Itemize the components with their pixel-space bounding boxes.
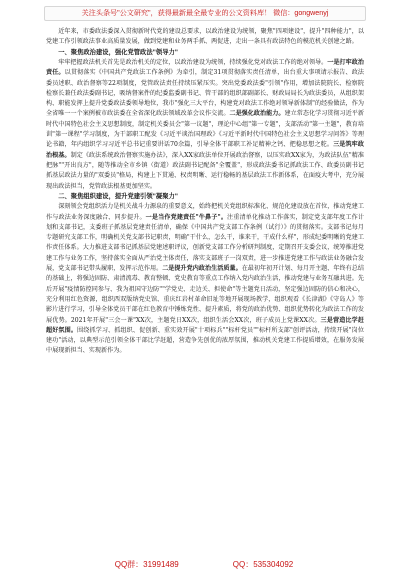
section-1-point-1-lead: 一是打牢政治责任。	[46, 59, 364, 77]
footer-contacts	[0, 558, 408, 572]
section-2-point-2-text: 在最初年初开计划、每月开主题、年终有总结的基础上，将强边固防、肃清流毒、教育整顿、党史教育等重点工作纳入党内政治生活，推动党建与业务互融共进。先后开展"疫情防控同参与、我为祖国守边防""学党史、走边关、担使命"等主题党日活动，坚定强边固防的信心和决心，充分利用红色资源，组织西双版纳党史馆、重庆红岩村革命旧址等地开展现场教学，组织观看《长津湖》《守岛人》等影片进行学习，引导全体党员干部在红色教育中锤炼党性、提升素质，将党的政治优势、组织优势转化为政法工作的发展优势。2021年开展"三会一课"XX次，主题党日XX次，组织生活会XX次，班子成员上党课XX次。	[46, 265, 364, 324]
section-2-point-1-text: 注重清单化推动工作落实，制定党支部年度工作计划和支部书记，支委班子抓基层党建责任清单，确保《中国共产党支部工作条例（试行）》的贯彻落实。支部书记每月专题研究支部工作，明确机关党支部书记职责，明确"干什么，怎么干，谁来干，干成什么样"，形成纪委明晰的党建工作责任体系。大力推进支部书记抓基层党建述职评议，创新党支部工作分析研判制度，定期召开支委会议，统筹推进党建工作与业务工作，坚持落实全面从严治党主体责任，落实支部班子一岗双责，进一步推进党建工作与政法业务融合发展，党支部书记带头履职，发挥示范作用。	[46, 213, 364, 273]
section-1-paragraph	[46, 58, 364, 192]
section-1-point-2-text: 建立常态化学习贯彻习近平新时代中国特色社会主义思想制度，制定机关委员会"第一议题"，理论中心组"第一专题"，支部活动"第一主题"，教育培训"第一课程"学习制度，为干部职工配发《习近平谈治国理政》《习近平新时代中国特色社会主义思想学习问答》等理论书籍，年内组织学习习近平总书记重要讲话70余篇，引导全体干部职工补足精神之钙、把稳思想之舵。	[46, 110, 364, 149]
section-heading-1: 一、聚焦政治建设，强化党管政法"领导力"	[58, 48, 179, 56]
section-2-intro-text: 深刻领会党组织活力是机关战斗力源泉的重要意义，始终把机关党组织标准化、规范化建设放在首位，推动党建工作与政法业务深度融合、同步提升。	[46, 203, 364, 221]
promo-banner: 关注头条号"公文研究"，获得最新最全最专业的公文资料库！ 微信：gongwenyj	[44, 6, 366, 21]
section-2-point-3-lead: 三是营造比学赶超好氛围。	[46, 316, 364, 334]
qq-group-text: QQ群：31991489	[114, 560, 179, 569]
section-2-point-1-lead: 一是当作党建责任"牛鼻子"。	[145, 213, 228, 221]
section-1-intro-text: 牢牢把握政法机关首先是政治机关的定位，以政治建设为统领，持续强化党对政法工作的绝对领导。	[58, 59, 328, 66]
section-1-point-1-text: 以贯彻落实《中国共产党政法工作条例》为牵引，制定31项贯彻落实责任清单，出台重大事项请示报告、政法委员述职、政治督察等22项制度，党管政法责任持续压紧压实。突出党委政法委"引领"作用，增加法院院长、检察院检察长兼任政法委副书记，吸纳督案件的纪委监委副书记、管干部的组织部副部长、财政局局长为政法委员，从组织架构、职能发挥上提升党委政法委领导地位，我市"强化三大平台，构建党对政法工作绝对领导新体制"的经验做法，作为全省唯一一个案例被市政法委在全省深化政法领域改革会议作交流。	[46, 69, 365, 118]
document-body	[46, 27, 364, 357]
section-1-point-3-lead: 三是筑牢政治根基。	[46, 141, 364, 159]
section-2-point-2-lead: 二是提升党内政治生活质量。	[162, 265, 242, 273]
section-1-point-3-text: 制定《政法系统政治督察实施办法》，深入XX家政法单位开展政治督察，以压实政XX家为，为政法队伍"精准把脉""开出良方"，随等推动全市乡镇（街道）政法副书记配备"全覆盖"，形成政法委书记抓政法工作、政委员副书记抓基层政法力量的"双委员"格局，构建上下贯通、权责明晰、运行稳畅的基层政法工作新体系，在面疫大考中，充分展现出政法担当，党管政法根基更加坚实。	[46, 151, 364, 190]
section-heading-2: 二、聚焦组织建设，提升党建引领"凝聚力"	[58, 192, 179, 200]
section-1-point-2-lead: 二是强化政治能力。	[229, 110, 285, 118]
intro-paragraph: 近年来，市委政法委深入贯彻新时代党的建设总要求，以政治建设为统领，聚焦"四项建设"，提升"四种能力"，以党建工作引领政法事业高质量发展，做到党建和业务两手抓、两促进，走出一条具有政法特色的模范机关创建之路。	[46, 28, 364, 46]
section-2-paragraph	[46, 202, 364, 356]
section-2-point-3-text: 围绕抓学习、抓组织、促创新、重实效开展"十项标兵""标杆党员""标杆所支部"创评活动，持续开展"岗位建功"活动，以典型示范引领全体干部比学赶超，营造争先创优的浓厚氛围，推动机关党建工作提质增效，在服务发展中展现新担当、实现新作为。	[46, 326, 364, 355]
qq-text: QQ：535304092	[232, 560, 294, 569]
